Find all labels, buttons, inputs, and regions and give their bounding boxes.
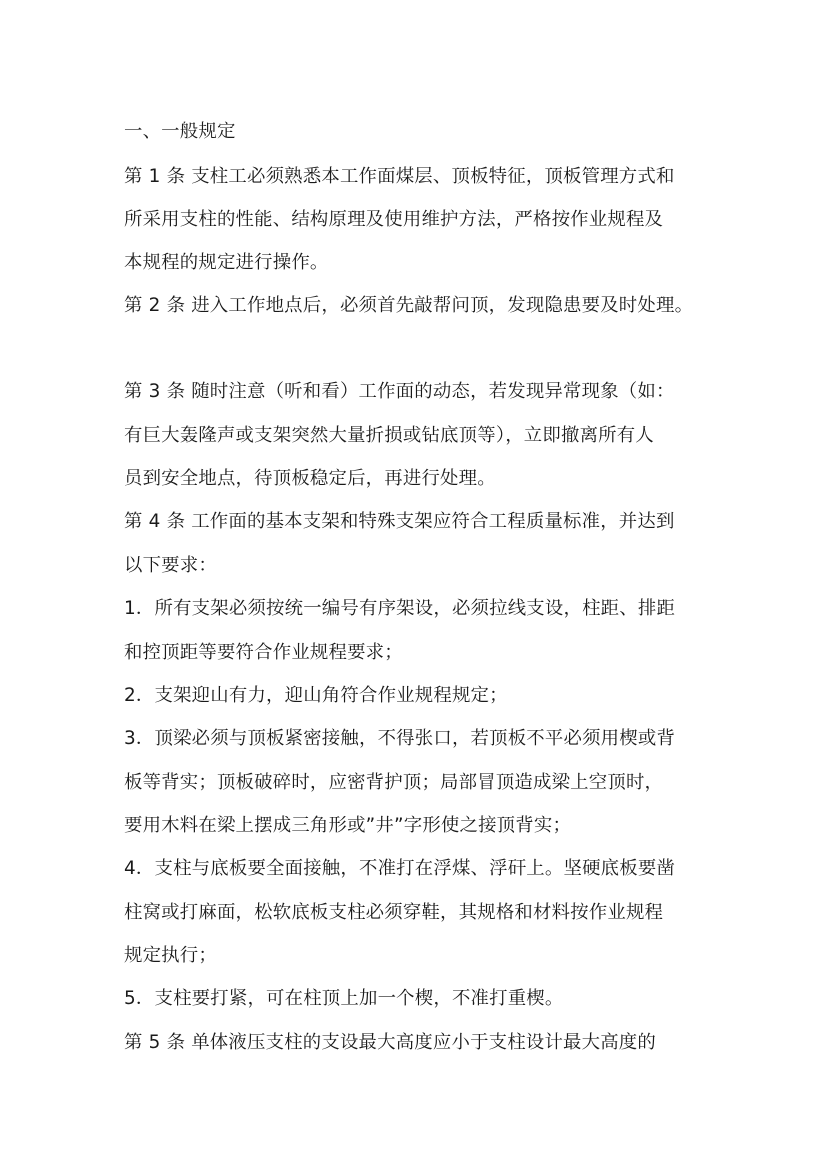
article-1-line-1: 第 1 条 支柱工必须熟悉本工作面煤层、顶板特征，顶板管理方式和 (124, 166, 675, 187)
item-4-line-2: 柱窝或打麻面，松软底板支柱必须穿鞋，其规格和材料按作业规程 (124, 902, 664, 923)
item-4-line-3: 规定执行； (124, 945, 217, 966)
article-3-line-1: 第 3 条 随时注意（听和看）工作面的动态，若发现异常现象（如： (124, 381, 675, 402)
item-3-line-2: 板等背实；顶板破碎时，应密背护顶；局部冒顶造成梁上空顶时， (124, 772, 664, 793)
item-3-line-1: 3．顶梁必须与顶板紧密接触，不得张口，若顶板不平必须用楔或背 (124, 728, 676, 749)
item-2-line-1: 2．支架迎山有力，迎山角符合作业规程规定； (124, 685, 508, 706)
article-2-line-1: 第 2 条 进入工作地点后，必须首先敲帮问顶，发现隐患要及时处理。 (124, 295, 694, 316)
article-4-line-2: 以下要求： (124, 555, 217, 576)
article-3-line-3: 员到安全地点，待顶板稳定后，再进行处理。 (124, 468, 496, 489)
article-1-line-3: 本规程的规定进行操作。 (124, 252, 329, 273)
item-1-line-1: 1．所有支架必须按统一编号有序架设，必须拉线支设，柱距、排距 (124, 598, 676, 619)
item-4-line-1: 4．支柱与底板要全面接触，不准打在浮煤、浮矸上。坚硬底板要凿 (124, 858, 676, 879)
section-heading: 一、一般规定 (124, 121, 236, 142)
article-5-line-1: 第 5 条 单体液压支柱的支设最大高度应小于支柱设计最大高度的 (124, 1032, 656, 1053)
item-1-line-2: 和控顶距等要符合作业规程要求； (124, 642, 403, 663)
item-5-line-1: 5．支柱要打紧，可在柱顶上加一个楔，不准打重楔。 (124, 988, 564, 1009)
article-1-line-2: 所采用支柱的性能、结构原理及使用维护方法，严格按作业规程及 (124, 209, 664, 230)
article-3-line-2: 有巨大轰隆声或支架突然大量折损或钻底顶等），立即撤离所有人 (124, 425, 654, 446)
article-4-line-1: 第 4 条 工作面的基本支架和特殊支架应符合工程质量标准，并达到 (124, 511, 675, 532)
item-3-line-3: 要用木料在梁上摆成三角形或”井”字形使之接顶背实； (124, 815, 572, 836)
